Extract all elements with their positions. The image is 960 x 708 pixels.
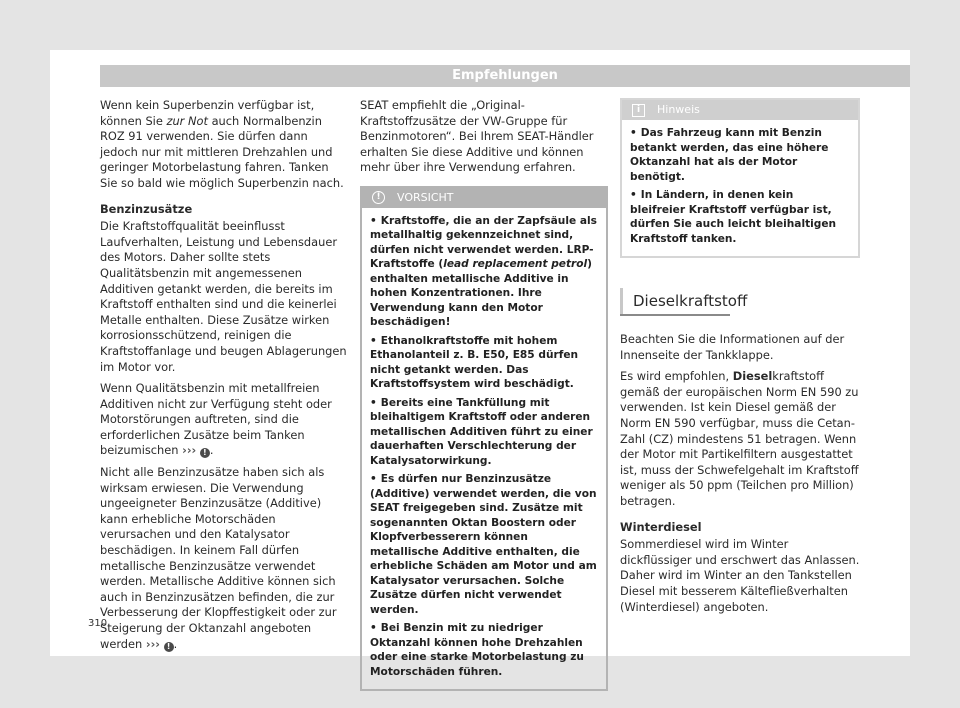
- column-left: [100, 98, 348, 658]
- paragraph: Es wird empfohlen, Dieselkraftstoff gemäß der europäischen Norm EN 590 zu verwenden. Ist kein Diesel gemäß der Norm EN 590 verfügbar, muss die Cetan-Zahl (CZ) mindestens 51 betragen. Wenn der Motor mit Partikelfiltern ausgestattet ist, muss der Schwefelgehalt im Kraftstoff weniger als 50 ppm (Teilchen pro Million) betragen.: [620, 369, 859, 508]
- caution-body: [362, 208, 606, 690]
- paragraph: Nicht alle Benzinzusätze haben sich als wirksam erwiesen. Die Verwendung ungeeigneter Benzinzusätze (Additive) kann erhebliche Motorschäden verursachen und den Katalysator beschädigen. In keinem Fall dürfen metallische Benzinzusätze verwendet werden. Metallische Additive können sich auch in Benzinzusätzen befinden, die zur Verbesserung der Klopffestigkeit oder zur Steigerung der Oktanzahl angeboten werden ››› ! .: [100, 465, 337, 651]
- caution-box: [360, 186, 608, 692]
- info-icon: i: [632, 104, 645, 117]
- manual-page: [50, 50, 910, 678]
- paragraph: Wenn Qualitätsbenzin mit metallfreien Additiven nicht zur Verfügung steht oder Motorstörungen auftreten, sind die erforderlichen Zusätze beim Tanken beizumischen ››› ! .: [100, 381, 332, 458]
- list-item: • Ethanolkraftstoffe mit hohem Ethanolanteil z. B. E50, E85 dürfen nicht getankt werden. Das Kraftstoffsystem wird beschädigt.: [370, 334, 579, 391]
- paragraph: SEAT empfiehlt die „Original-Kraftstoffzusätze der VW-Gruppe für Benzinmotoren“. Bei Ihrem SEAT-Händler erhalten Sie diese Additive und können mehr über ihre Verwendung erfahren.: [360, 98, 594, 175]
- list-item: • In Ländern, in denen kein bleifreier Kraftstoff verfügbar ist, dürfen Sie auch leicht bleihaltigen Kraftstoff tanken.: [630, 189, 837, 245]
- warning-icon: !: [372, 191, 385, 204]
- note-body: [622, 120, 858, 256]
- paragraph: Beachten Sie die Informationen auf der Innenseite der Tankklappe.: [620, 332, 845, 362]
- subheading-benzinzusaetze: Benzinzusätze: [100, 201, 193, 216]
- paragraph: Sommerdiesel wird im Winter dickflüssiger und erschwert das Anlassen. Daher wird im Winter an den Tankstellen Diesel mit besserem Kältefließverhalten (Winterdiesel) angeboten.: [620, 537, 860, 614]
- list-item: • Das Fahrzeug kann mit Benzin betankt werden, das eine höhere Oktanzahl hat als der Motor benötigt.: [630, 127, 829, 183]
- column-middle: [360, 98, 608, 691]
- subheading-winterdiesel: Winterdiesel: [620, 519, 702, 534]
- list-item: • Es dürfen nur Benzinzusätze (Additive) verwendet werden, die von SEAT freigegeben sind. Zusätze mit sogenannten Oktan Boostern oder Klopfverbesserern können metallische Additive enthalten, die erhebliche Schäden am Motor und am Katalysator verursachen. Solche Zusätze dürfen nicht verwendet werden.: [370, 473, 597, 616]
- note-label: Hinweis: [657, 103, 700, 116]
- caution-label: VORSICHT: [397, 190, 454, 204]
- note-header: [622, 100, 858, 120]
- section-header: Empfehlungen: [100, 65, 910, 87]
- warning-circle-icon: !: [200, 448, 210, 458]
- page-number: 310: [88, 618, 108, 629]
- paragraph: Wenn kein Superbenzin verfügbar ist, können Sie zur Not auch Normalbenzin ROZ 91 verwenden. Sie dürfen dann jedoch nur mit mittleren Drehzahlen und geringer Motorbelastung fahren. Tanken Sie so bald wie möglich Superbenzin nach.: [100, 98, 344, 190]
- warning-circle-icon: !: [164, 642, 174, 652]
- note-box: [620, 98, 860, 258]
- section-title-dieselkraftstoff: Dieselkraftstoff: [620, 288, 859, 314]
- cross-reference-marker[interactable]: ›››: [182, 443, 197, 458]
- paragraph: Die Kraftstoffqualität beeinflusst Laufverhalten, Leistung und Lebensdauer des Motors. Daher sollte stets Qualitätsbenzin mit angemessenen Additiven getankt werden, die bereits im Kraftstoff enthalten sind und die keinerlei Metalle enthalten. Diese Zusätze wirken korrosionsschützend, reinigen die Kraftstoffanlage und beugen Ablagerungen im Motor vor.: [100, 219, 347, 374]
- list-item: • Bei Benzin mit zu niedriger Oktanzahl können hohe Drehzahlen oder eine starke Motorbelastung zu Motorschäden führen.: [370, 622, 584, 678]
- list-item: • Kraftstoffe, die an der Zapfsäule als metallhaltig gekennzeichnet sind, dürfen nicht verwendet werden. LRP-Kraftstoffe (lead replacement petrol) enthalten metallische Additive in hohen Konzentrationen. Ihre Verwendung kann den Motor beschädigen!: [370, 214, 597, 329]
- caution-header: [362, 188, 606, 208]
- section-body: [620, 332, 860, 615]
- column-right: [620, 98, 860, 621]
- cross-reference-marker[interactable]: ›››: [145, 636, 160, 651]
- list-item: • Bereits eine Tankfüllung mit bleihaltigem Kraftstoff oder anderen metallischen Additiven führt zu einer dauerhaften Verschlechterung der Katalysatorwirkung.: [370, 396, 593, 467]
